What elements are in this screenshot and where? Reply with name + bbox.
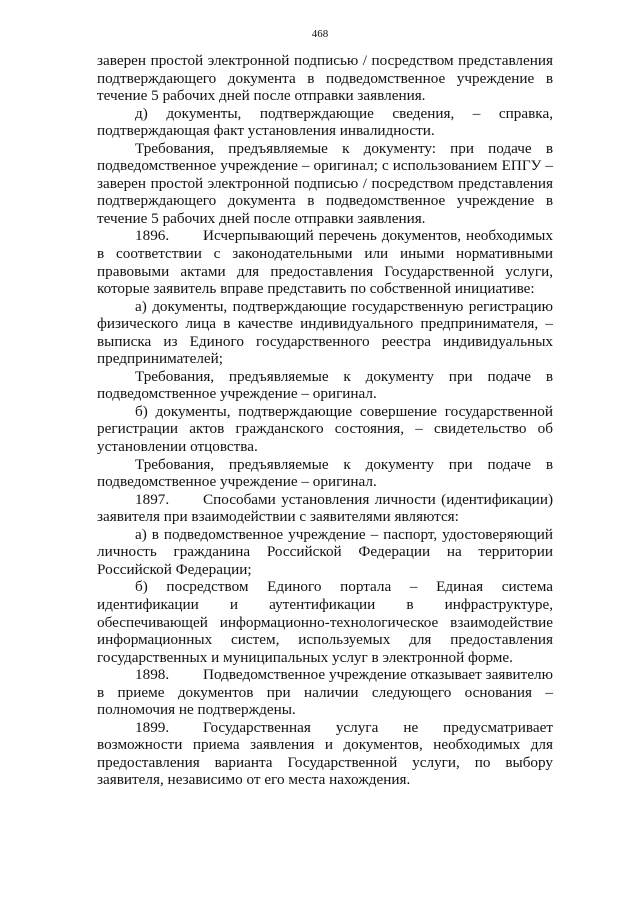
- paragraph-text: Исчерпывающий перечень документов, необходимых в соответствии с законодательными или иными нормативными правовыми актами для предоставления Государственной услуги, которые заявитель вправе представить по собственной инициативе:: [97, 227, 553, 298]
- paragraph-text: а) в подведомственное учреждение – паспорт, удостоверяющий личность гражданина Российской Федерации на территории Российской Федерации;: [97, 525, 553, 578]
- paragraph-requirements: [97, 456, 553, 491]
- paragraph-text: Требования, предъявляемые к документу при подаче в подведомственное учреждение – оригинал.: [97, 367, 553, 403]
- clause-number: 1896.: [135, 227, 170, 245]
- page-number: 468: [311, 28, 329, 40]
- paragraph-text: Подведомственное учреждение отказывает заявителю в приеме документов при наличии следующего основания – полномочия не подтверждены.: [97, 666, 553, 719]
- clause-1897: [97, 491, 553, 526]
- paragraph-item-b: [97, 403, 553, 456]
- paragraph-continuation: [97, 52, 553, 105]
- paragraph-item-d: [97, 105, 553, 140]
- paragraph-requirements: [97, 140, 553, 228]
- paragraph-text: Требования, предъявляемые к документу: при подаче в подведомственное учреждение – оригинал; с использованием ЕПГУ – заверен простой электронной подписью / посредством представления подтверждающего документа в подведомственное учреждение в течение 5 рабочих дней после отправки заявления.: [97, 139, 553, 227]
- paragraph-text: б) посредством Единого портала – Единая система идентификации и аутентификации в инфраструктуре, обеспечивающей информационно-технологическое взаимодействие информационных систем, используемых для предоставления государственных и муниципальных услуг в электронной форме.: [97, 578, 553, 666]
- clause-number: 1898.: [135, 666, 170, 684]
- clause-number: 1899.: [135, 718, 170, 736]
- document-body: [97, 52, 553, 789]
- paragraph-text: а) документы, подтверждающие государственную регистрацию физического лица в качестве индивидуального предпринимателя, – выписка из Единого государственного реестра индивидуальных предпринимателей;: [97, 297, 553, 368]
- paragraph-item-a: [97, 526, 553, 579]
- clause-1896: [97, 227, 553, 297]
- clause-1898: [97, 666, 553, 719]
- paragraph-text: Государственная услуга не предусматривает возможности приема заявления и документов, необходимых для предоставления варианта Государственной услуги, по выбору заявителя, независимо от его места нахождения.: [97, 718, 553, 789]
- clause-1899: [97, 719, 553, 789]
- paragraph-requirements: [97, 368, 553, 403]
- paragraph-text: Способами установления личности (идентификации) заявителя при взаимодействии с заявителями являются:: [97, 490, 553, 526]
- paragraph-text: д) документы, подтверждающие сведения, – справка, подтверждающая факт установления инвалидности.: [97, 104, 553, 140]
- paragraph-text: заверен простой электронной подписью / посредством представления подтверждающего документа в подведомственное учреждение в течение 5 рабочих дней после отправки заявления.: [97, 52, 553, 105]
- paragraph-item-a: [97, 298, 553, 368]
- clause-number: 1897.: [135, 490, 170, 508]
- paragraph-item-b: [97, 578, 553, 666]
- paragraph-text: Требования, предъявляемые к документу при подаче в подведомственное учреждение – оригинал.: [97, 455, 553, 491]
- paragraph-text: б) документы, подтверждающие совершение государственной регистрации актов гражданского состояния, – свидетельство об установлении отцовства.: [97, 402, 553, 456]
